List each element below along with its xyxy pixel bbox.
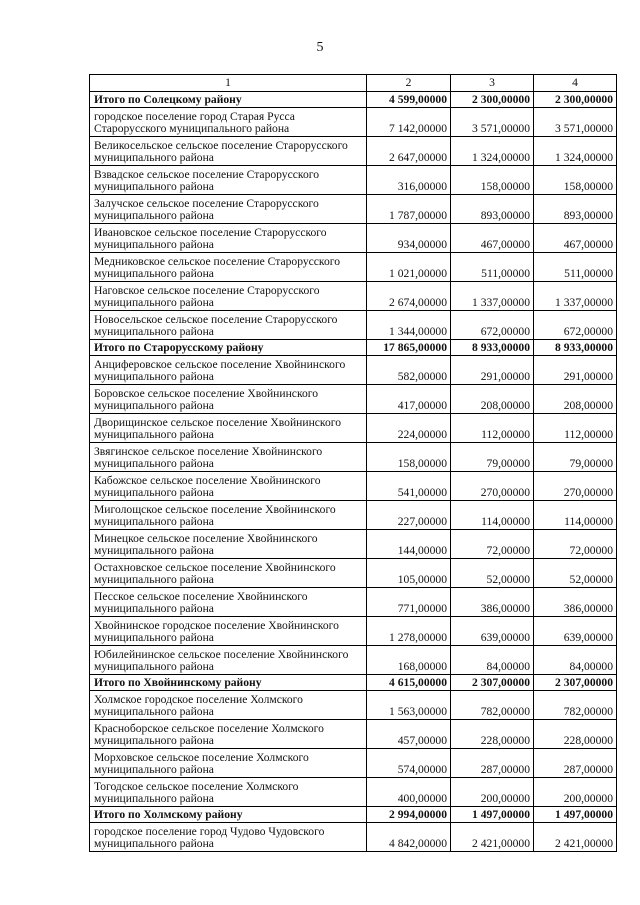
municipality-name-cell: городское поселение город Старая Русса Старорусского муниципального района — [90, 108, 367, 137]
column-4-value-cell: 291,00000 — [534, 356, 617, 385]
column-3-value-cell: 511,00000 — [451, 253, 534, 282]
column-2-value-cell: 541,00000 — [367, 472, 451, 501]
total-row — [90, 340, 617, 356]
column-3-value-cell: 8 933,00000 — [451, 340, 534, 356]
table-row — [90, 166, 617, 195]
column-4-value-cell: 270,00000 — [534, 472, 617, 501]
municipality-name-cell: Остахновское сельское поселение Хвойнинского муниципального района — [90, 559, 367, 588]
column-4-value-cell: 2 421,00000 — [534, 823, 617, 852]
table-row — [90, 443, 617, 472]
column-2-value-cell: 4 599,00000 — [367, 92, 451, 108]
table-row — [90, 282, 617, 311]
column-4-value-cell: 467,00000 — [534, 224, 617, 253]
municipality-name-cell: Наговское сельское поселение Старорусского муниципального района — [90, 282, 367, 311]
column-3-value-cell: 782,00000 — [451, 691, 534, 720]
column-3-value-cell: 291,00000 — [451, 356, 534, 385]
column-header-4: 4 — [534, 75, 617, 92]
column-2-value-cell: 400,00000 — [367, 778, 451, 807]
municipality-name-cell: Песское сельское поселение Хвойнинского муниципального района — [90, 588, 367, 617]
column-2-value-cell: 105,00000 — [367, 559, 451, 588]
table-row — [90, 501, 617, 530]
municipality-name-cell: Итого по Старорусскому району — [90, 340, 367, 356]
municipality-name-cell: Хвойнинское городское поселение Хвойнинского муниципального района — [90, 617, 367, 646]
column-4-value-cell: 782,00000 — [534, 691, 617, 720]
column-3-value-cell: 208,00000 — [451, 385, 534, 414]
column-3-value-cell: 287,00000 — [451, 749, 534, 778]
column-2-value-cell: 417,00000 — [367, 385, 451, 414]
column-3-value-cell: 3 571,00000 — [451, 108, 534, 137]
table-body — [90, 75, 617, 852]
column-4-value-cell: 114,00000 — [534, 501, 617, 530]
column-2-value-cell: 158,00000 — [367, 443, 451, 472]
column-2-value-cell: 934,00000 — [367, 224, 451, 253]
column-2-value-cell: 1 344,00000 — [367, 311, 451, 340]
table-row — [90, 749, 617, 778]
total-row — [90, 92, 617, 108]
column-2-value-cell: 316,00000 — [367, 166, 451, 195]
column-4-value-cell: 79,00000 — [534, 443, 617, 472]
column-3-value-cell: 2 307,00000 — [451, 675, 534, 691]
table-row — [90, 414, 617, 443]
column-2-value-cell: 771,00000 — [367, 588, 451, 617]
municipality-name-cell: Миголощское сельское поселение Хвойнинского муниципального района — [90, 501, 367, 530]
column-2-value-cell: 574,00000 — [367, 749, 451, 778]
column-3-value-cell: 114,00000 — [451, 501, 534, 530]
column-3-value-cell: 2 300,00000 — [451, 92, 534, 108]
column-2-value-cell: 2 674,00000 — [367, 282, 451, 311]
column-4-value-cell: 639,00000 — [534, 617, 617, 646]
column-4-value-cell: 52,00000 — [534, 559, 617, 588]
municipality-name-cell: Морховское сельское поселение Холмского муниципального района — [90, 749, 367, 778]
table-row — [90, 559, 617, 588]
column-2-value-cell: 1 278,00000 — [367, 617, 451, 646]
column-2-value-cell: 2 994,00000 — [367, 807, 451, 823]
column-4-value-cell: 228,00000 — [534, 720, 617, 749]
column-3-value-cell: 386,00000 — [451, 588, 534, 617]
municipality-name-cell: Минецкое сельское поселение Хвойнинского муниципального района — [90, 530, 367, 559]
column-3-value-cell: 84,00000 — [451, 646, 534, 675]
column-3-value-cell: 200,00000 — [451, 778, 534, 807]
column-3-value-cell: 112,00000 — [451, 414, 534, 443]
municipality-name-cell: Новосельское сельское поселение Старорусского муниципального района — [90, 311, 367, 340]
column-header-3: 3 — [451, 75, 534, 92]
table-header-row — [90, 75, 617, 92]
column-2-value-cell: 2 647,00000 — [367, 137, 451, 166]
allocation-table — [89, 74, 617, 852]
total-row — [90, 675, 617, 691]
column-4-value-cell: 200,00000 — [534, 778, 617, 807]
column-4-value-cell: 672,00000 — [534, 311, 617, 340]
table-row — [90, 778, 617, 807]
table-row — [90, 530, 617, 559]
column-4-value-cell: 158,00000 — [534, 166, 617, 195]
table-row — [90, 588, 617, 617]
municipality-name-cell: Ивановское сельское поселение Старорусского муниципального района — [90, 224, 367, 253]
column-4-value-cell: 893,00000 — [534, 195, 617, 224]
municipality-name-cell: Юбилейнинское сельское поселение Хвойнинского муниципального района — [90, 646, 367, 675]
column-2-value-cell: 4 615,00000 — [367, 675, 451, 691]
table-row — [90, 253, 617, 282]
column-3-value-cell: 1 337,00000 — [451, 282, 534, 311]
column-2-value-cell: 144,00000 — [367, 530, 451, 559]
municipality-name-cell: Красноборское сельское поселение Холмского муниципального района — [90, 720, 367, 749]
column-3-value-cell: 1 324,00000 — [451, 137, 534, 166]
column-2-value-cell: 1 563,00000 — [367, 691, 451, 720]
column-4-value-cell: 112,00000 — [534, 414, 617, 443]
table-row — [90, 646, 617, 675]
municipality-name-cell: Взвадское сельское поселение Старорусского муниципального района — [90, 166, 367, 195]
column-2-value-cell: 7 142,00000 — [367, 108, 451, 137]
municipality-name-cell: Боровское сельское поселение Хвойнинского муниципального района — [90, 385, 367, 414]
column-4-value-cell: 511,00000 — [534, 253, 617, 282]
total-row — [90, 807, 617, 823]
column-2-value-cell: 224,00000 — [367, 414, 451, 443]
column-3-value-cell: 893,00000 — [451, 195, 534, 224]
municipality-name-cell: Звягинское сельское поселение Хвойнинского муниципального района — [90, 443, 367, 472]
municipality-name-cell: Залучское сельское поселение Старорусского муниципального района — [90, 195, 367, 224]
column-4-value-cell: 3 571,00000 — [534, 108, 617, 137]
column-4-value-cell: 8 933,00000 — [534, 340, 617, 356]
column-3-value-cell: 2 421,00000 — [451, 823, 534, 852]
column-2-value-cell: 1 787,00000 — [367, 195, 451, 224]
column-4-value-cell: 208,00000 — [534, 385, 617, 414]
municipality-name-cell: Тогодское сельское поселение Холмского муниципального района — [90, 778, 367, 807]
table-row — [90, 356, 617, 385]
column-3-value-cell: 467,00000 — [451, 224, 534, 253]
column-2-value-cell: 1 021,00000 — [367, 253, 451, 282]
table-row — [90, 617, 617, 646]
table-row — [90, 385, 617, 414]
municipality-name-cell: Холмское городское поселение Холмского муниципального района — [90, 691, 367, 720]
municipality-name-cell: Кабожское сельское поселение Хвойнинского муниципального района — [90, 472, 367, 501]
column-header-1: 1 — [90, 75, 367, 92]
table-row — [90, 720, 617, 749]
table-row — [90, 195, 617, 224]
column-3-value-cell: 639,00000 — [451, 617, 534, 646]
column-3-value-cell: 79,00000 — [451, 443, 534, 472]
column-3-value-cell: 158,00000 — [451, 166, 534, 195]
municipality-name-cell: Итого по Холмскому району — [90, 807, 367, 823]
column-3-value-cell: 72,00000 — [451, 530, 534, 559]
municipality-name-cell: городское поселение город Чудово Чудовского муниципального района — [90, 823, 367, 852]
table-row — [90, 137, 617, 166]
column-4-value-cell: 386,00000 — [534, 588, 617, 617]
page-number: 5 — [316, 40, 324, 55]
municipality-name-cell: Медниковское сельское поселение Старорусского муниципального района — [90, 253, 367, 282]
column-4-value-cell: 1 497,00000 — [534, 807, 617, 823]
municipality-name-cell: Итого по Солецкому району — [90, 92, 367, 108]
municipality-name-cell: Дворищинское сельское поселение Хвойнинского муниципального района — [90, 414, 367, 443]
table-row — [90, 691, 617, 720]
column-2-value-cell: 168,00000 — [367, 646, 451, 675]
column-4-value-cell: 2 307,00000 — [534, 675, 617, 691]
column-2-value-cell: 457,00000 — [367, 720, 451, 749]
column-4-value-cell: 2 300,00000 — [534, 92, 617, 108]
column-3-value-cell: 228,00000 — [451, 720, 534, 749]
table-row — [90, 311, 617, 340]
municipality-name-cell: Анциферовское сельское поселение Хвойнинского муниципального района — [90, 356, 367, 385]
column-3-value-cell: 1 497,00000 — [451, 807, 534, 823]
municipality-name-cell: Великосельское сельское поселение Старорусского муниципального района — [90, 137, 367, 166]
column-2-value-cell: 227,00000 — [367, 501, 451, 530]
column-4-value-cell: 1 337,00000 — [534, 282, 617, 311]
column-3-value-cell: 52,00000 — [451, 559, 534, 588]
column-3-value-cell: 270,00000 — [451, 472, 534, 501]
column-4-value-cell: 84,00000 — [534, 646, 617, 675]
column-header-2: 2 — [367, 75, 451, 92]
column-2-value-cell: 4 842,00000 — [367, 823, 451, 852]
column-4-value-cell: 287,00000 — [534, 749, 617, 778]
column-4-value-cell: 72,00000 — [534, 530, 617, 559]
municipality-name-cell: Итого по Хвойнинскому району — [90, 675, 367, 691]
table-row — [90, 472, 617, 501]
column-2-value-cell: 582,00000 — [367, 356, 451, 385]
table-row — [90, 108, 617, 137]
table-row — [90, 823, 617, 852]
table-row — [90, 224, 617, 253]
column-2-value-cell: 17 865,00000 — [367, 340, 451, 356]
column-4-value-cell: 1 324,00000 — [534, 137, 617, 166]
column-3-value-cell: 672,00000 — [451, 311, 534, 340]
